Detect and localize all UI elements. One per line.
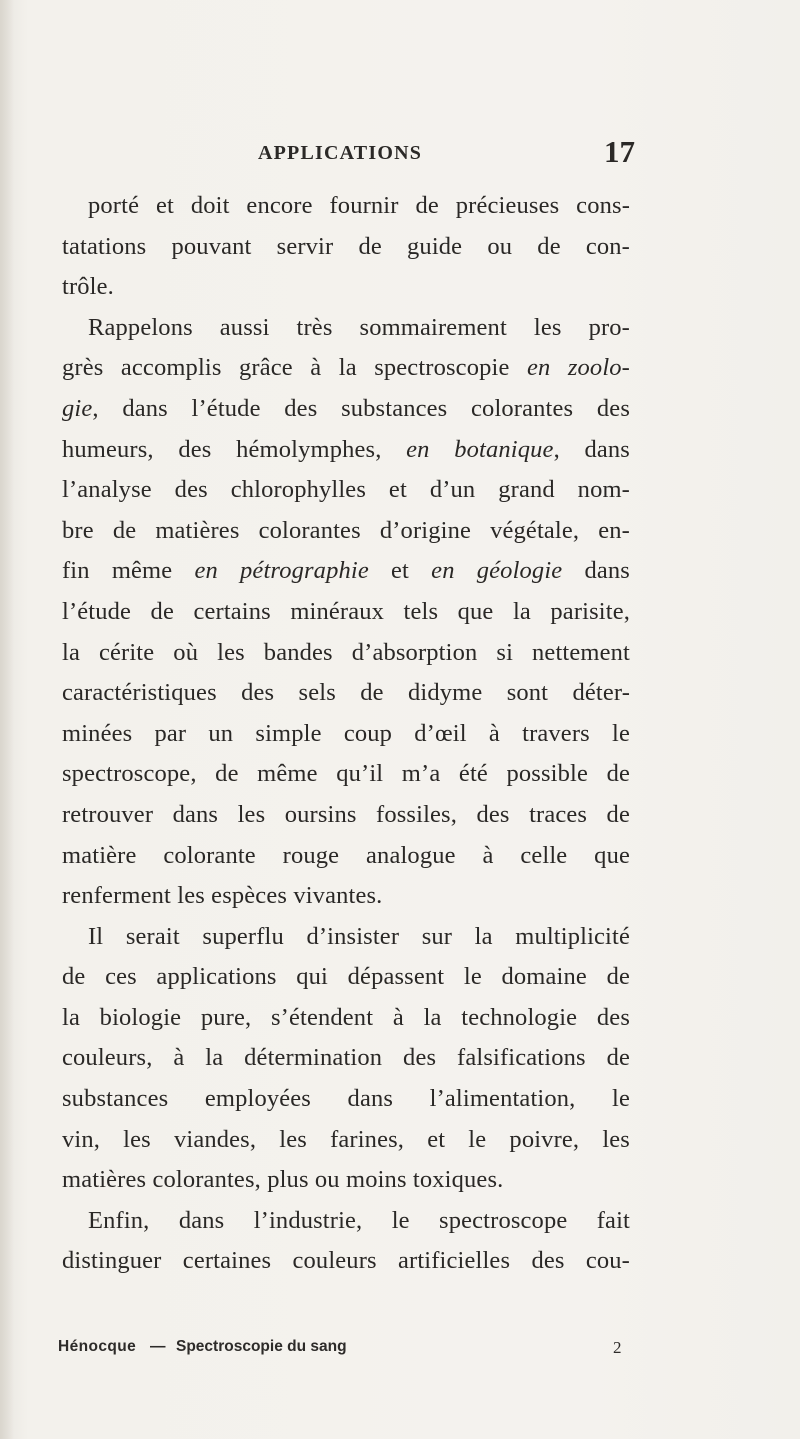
text-run: minées par un simple coup d’œil à travers le — [62, 719, 630, 747]
text-run: vin, les viandes, les farines, et le poivre, les — [62, 1125, 630, 1153]
text-run: trôle. — [62, 273, 114, 301]
text-run: distinguer certaines couleurs artificielles des cou- — [62, 1247, 630, 1275]
italic-text: en géologie — [431, 557, 563, 585]
text-run: spectroscope, de même qu’il m’a été possible de — [62, 760, 630, 788]
text-run: retrouver dans les oursins fossiles, des traces de — [62, 800, 630, 828]
text-line — [62, 186, 630, 227]
text-run: de ces applications qui dépassent le domaine de — [62, 963, 630, 991]
text-line — [62, 876, 630, 917]
text-line — [62, 795, 630, 836]
text-run: tatations pouvant servir de guide ou de con- — [62, 232, 630, 260]
text-run: Rappelons aussi très sommairement les pro- — [88, 313, 630, 341]
text-run: la cérite où les bandes d’absorption si nettement — [62, 638, 630, 666]
page-binding-shadow — [0, 0, 14, 1439]
text-line — [62, 511, 630, 552]
footer-separator: — — [150, 1338, 166, 1355]
text-run: caractéristiques des sels de didyme sont déter- — [62, 679, 630, 707]
italic-text: en botanique — [406, 435, 554, 463]
text-line — [62, 1120, 630, 1161]
text-run: grès accomplis grâce à la spectroscopie — [62, 354, 527, 382]
text-line — [62, 673, 630, 714]
text-run: humeurs, des hémolymphes, — [62, 435, 407, 463]
text-line — [62, 1038, 630, 1079]
text-line — [62, 308, 630, 349]
text-line — [62, 754, 630, 795]
italic-text: gie — [62, 394, 93, 422]
text-line — [62, 836, 630, 877]
text-line — [62, 227, 630, 268]
text-run: porté et doit encore fournir de précieuses cons- — [88, 192, 630, 219]
italic-text: en zoolo- — [526, 354, 630, 382]
text-run: bre de matières colorantes d’origine végétale, en- — [62, 516, 630, 544]
text-line — [62, 389, 630, 430]
text-run: et — [368, 557, 432, 585]
text-line — [62, 714, 630, 755]
text-run: la biologie pure, s’étendent à la technologie des — [62, 1003, 630, 1031]
text-run: Enfin, dans l’industrie, le spectroscope fait — [88, 1206, 630, 1234]
text-line — [62, 348, 630, 389]
text-run: renferment les espèces vivantes. — [62, 882, 383, 910]
page-number: 17 — [604, 134, 635, 169]
text-line — [62, 551, 630, 592]
footer-signature-mark: 2 — [613, 1338, 622, 1357]
footer-author: Hénocque — [58, 1338, 137, 1355]
text-run: fin même — [62, 557, 195, 585]
text-run: , dans — [553, 435, 630, 463]
text-line — [62, 1241, 630, 1282]
italic-text: en pétrographie — [194, 557, 369, 585]
text-run: substances employées dans l’alimentation, le — [62, 1085, 630, 1113]
body-text — [62, 186, 630, 1282]
running-head — [258, 134, 638, 174]
text-run: , dans l’étude des substances colorantes des — [92, 394, 630, 422]
text-run: l’analyse des chlorophylles et d’un grand nom- — [62, 476, 630, 504]
text-line — [62, 957, 630, 998]
text-line — [62, 633, 630, 674]
text-line — [62, 1201, 630, 1242]
text-line — [62, 470, 630, 511]
text-line — [62, 267, 630, 308]
text-run: matière colorante rouge analogue à celle que — [62, 841, 630, 869]
text-line — [62, 430, 630, 471]
text-run: couleurs, à la détermination des falsifications de — [62, 1044, 630, 1072]
text-run: Il serait superflu d’insister sur la multiplicité — [88, 922, 630, 950]
footer-book-title: Spectroscopie du sang — [176, 1338, 347, 1355]
text-run: l’étude de certains minéraux tels que la parisite, — [62, 597, 630, 625]
text-line — [62, 998, 630, 1039]
text-run: dans — [562, 557, 630, 585]
text-line — [62, 917, 630, 958]
text-line — [62, 592, 630, 633]
text-line — [62, 1160, 630, 1201]
page-footer — [58, 1338, 624, 1360]
running-head-title: APPLICATIONS — [258, 142, 423, 164]
text-line — [62, 1079, 630, 1120]
text-run: matières colorantes, plus ou moins toxiques. — [62, 1166, 504, 1194]
